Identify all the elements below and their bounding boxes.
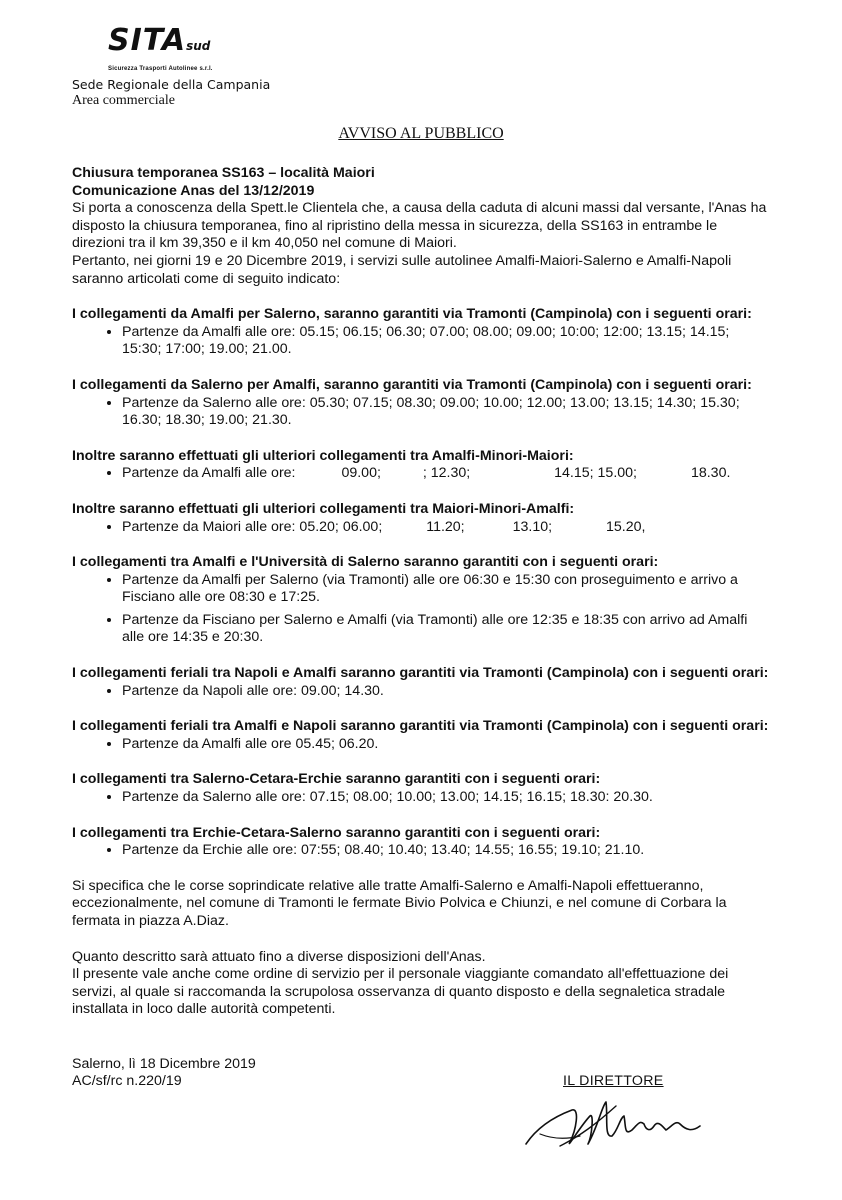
schedule-list-amalfi-minori-maiori [72, 465, 772, 483]
list-item [122, 465, 772, 483]
time-value: 13.10; [512, 518, 553, 535]
notice-body [72, 165, 772, 1019]
time-value: 14.15; 15.00; [554, 465, 637, 482]
intro-paragraph-1: Si porta a conoscenza della Spett.le Clientela che, a causa della caduta di alcuni massi dal versante, l'Anas ha disposto la chiusura temporanea, fino al ripristino della messa in sicurezza, della SS163 in entrambe le direzioni tra il km 39,350 e il km 40,050 nel comune di Maiori. [72, 200, 767, 252]
list-item: • Partenze da Salerno alle ore: 07.15; 08.00; 10.00; 13.00; 14.15; 16.15; 18.30: 20.30. [122, 789, 772, 807]
notes-paragraph-service-order: Il presente vale anche come ordine di servizio per il personale viaggiante comandato all'effettuazione dei servizi, al quale si raccomanda la scrupolosa osservanza di quanto disposto e della segnaletica stradale installata in loco dalle autorità competenti. [72, 966, 729, 1018]
notes-paragraph-stops: Si specifica che le corse soprindicate relative alle tratte Amalfi-Salerno e Amalfi-Napoli effettueranno, eccezionalmente, nel comune di Tramonti le fermate Bivio Polvica e Chiunzi, e nel comune di Corbara la fermata in piazza A.Diaz. [72, 877, 727, 929]
section-heading-amalfi-napoli: I collegamenti feriali tra Amalfi e Napoli saranno garantiti via Tramonti (Campinola) con i seguenti orari: [72, 718, 769, 735]
time-value: 15.20, [606, 518, 646, 535]
subject-line-1: Chiusura temporanea SS163 – località Maiori [72, 165, 375, 181]
signatory-title: IL DIRETTORE [563, 1073, 664, 1089]
subject-line-2: Comunicazione Anas del 13/12/2019 [72, 182, 315, 199]
schedule-list-amalfi-salerno [72, 324, 772, 359]
schedule-list-salerno-cetara-erchie [72, 789, 772, 807]
page-title: AVVISO AL PUBBLICO [338, 125, 504, 142]
list-item: • Partenze da Amalfi alle ore 05.45; 06.20. [122, 736, 772, 754]
schedule-list-napoli-amalfi [72, 683, 772, 701]
schedule-list-salerno-amalfi [72, 395, 772, 430]
time-value: 18.30. [690, 465, 731, 482]
section-heading-erchie-cetara-salerno: I collegamenti tra Erchie-Cetara-Salerno saranno garantiti con i seguenti orari: [72, 824, 601, 841]
place-date: Salerno, lì 18 Dicembre 2019 [72, 1056, 256, 1072]
footer-block [72, 1056, 256, 1090]
list-item-label: Partenze da Amalfi alle ore: [122, 465, 296, 482]
logo-tagline: Sicurezza Trasporti Autolinee s.r.l. [108, 66, 213, 72]
schedule-list-erchie-cetara-salerno [72, 842, 772, 860]
notes-paragraph-validity: Quanto descritto sarà attuato fino a diverse disposizioni dell'Anas. [72, 948, 486, 965]
section-heading-salerno-cetara-erchie: I collegamenti tra Salerno-Cetara-Erchie saranno garantiti con i seguenti orari: [72, 771, 601, 788]
office-block [72, 77, 270, 109]
list-item [122, 519, 772, 537]
section-heading-amalfi-universita: I collegamenti tra Amalfi e l'Università di Salerno saranno garantiti con i seguenti orari: [72, 554, 659, 571]
protocol-number: AC/sf/rc n.220/19 [72, 1073, 182, 1089]
logo-wordmark: SITA [108, 23, 187, 58]
intro-paragraph-2: Pertanto, nei giorni 19 e 20 Dicembre 2019, i servizi sulle autolinee Amalfi-Maiori-Salerno e Amalfi-Napoli saranno articolati come di seguito indicato: [72, 252, 732, 287]
list-item: • Partenze da Fisciano per Salerno e Amalfi (via Tramonti) alle ore 12:35 e 18:35 con arrivo ad Amalfi alle ore 14:35 e 20:30. [122, 612, 772, 647]
list-item: • Partenze da Amalfi alle ore: 05.15; 06.15; 06.30; 07.00; 08.00; 09.00; 10:00; 12:00; 13.15; 14.15; 15:30; 17:00; 19.00; 21.00. [122, 324, 772, 359]
time-value: 09.00; [341, 465, 381, 482]
schedule-list-amalfi-napoli [72, 736, 772, 754]
company-logo [108, 23, 213, 79]
handwritten-signature [520, 1086, 710, 1156]
section-heading-amalfi-minori-maiori: Inoltre saranno effettuati gli ulteriori collegamenti tra Amalfi-Minori-Maiori: [72, 447, 574, 464]
section-heading-salerno-amalfi: I collegamenti da Salerno per Amalfi, saranno garantiti via Tramonti (Campinola) con i seguenti orari: [72, 376, 752, 393]
list-item-label: Partenze da Maiori alle ore: 05.20; 06.00; [122, 518, 383, 535]
list-item: • Partenze da Napoli alle ore: 09.00; 14.30. [122, 683, 772, 701]
office-name: Sede Regionale della Campania [72, 77, 271, 92]
list-item: • Partenze da Erchie alle ore: 07:55; 08.40; 10.40; 13.40; 14.55; 16.55; 19.10; 21.10. [122, 842, 772, 860]
schedule-list-amalfi-universita [72, 572, 772, 647]
section-heading-maiori-minori-amalfi: Inoltre saranno effettuati gli ulteriori collegamenti tra Maiori-Minori-Amalfi: [72, 500, 575, 517]
office-department: Area commerciale [72, 93, 175, 108]
section-heading-napoli-amalfi: I collegamenti feriali tra Napoli e Amalfi saranno garantiti via Tramonti (Campinola) con i seguenti orari: [72, 665, 769, 682]
list-item: • Partenze da Salerno alle ore: 05.30; 07.15; 08.30; 09.00; 10.00; 12.00; 13.00; 13.15; 14.30; 15.30; 16.30; 18.30; 19.00; 21.30. [122, 395, 772, 430]
section-heading-amalfi-salerno: I collegamenti da Amalfi per Salerno, saranno garantiti via Tramonti (Campinola) con i seguenti orari: [72, 306, 752, 323]
time-value: 11.20; [426, 518, 465, 535]
logo-suffix: sud [186, 39, 211, 53]
list-item: • Partenze da Amalfi per Salerno (via Tramonti) alle ore 06:30 e 15:30 con proseguimento e arrivo a Fisciano alle ore 08:30 e 17:25. [122, 572, 772, 607]
schedule-list-maiori-minori-amalfi [72, 519, 772, 537]
time-value: ; 12.30; [422, 465, 471, 482]
